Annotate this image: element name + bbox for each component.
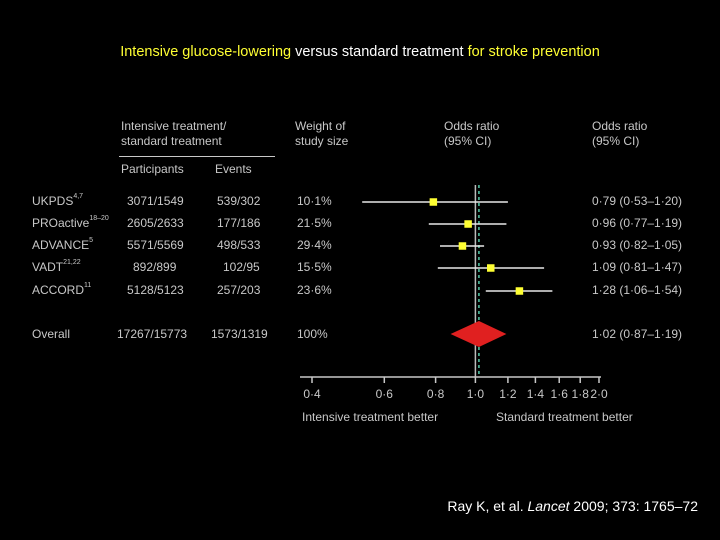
- header-or-text-line2: (95% CI): [592, 134, 640, 148]
- point-estimate-vadt: [487, 264, 495, 272]
- x-axis-tick-label: 1·2: [499, 387, 517, 401]
- x-axis-tick-label: 2·0: [590, 387, 608, 401]
- overall-weight: 100%: [297, 327, 328, 341]
- study-events: 177/186: [217, 216, 261, 230]
- header-treatment-line2: standard treatment: [121, 134, 222, 148]
- x-axis-tick-label: 1·8: [571, 387, 589, 401]
- point-estimate-ukpds: [430, 198, 438, 206]
- study-name-text: ADVANCE: [32, 238, 90, 252]
- title-part-2: versus standard treatment: [291, 44, 468, 60]
- study-participants: 892/899: [133, 260, 177, 274]
- point-estimate-proactive: [464, 220, 472, 228]
- citation-journal: Lancet: [527, 498, 570, 514]
- study-citation-sup: 11: [84, 282, 92, 289]
- study-events: 257/203: [217, 283, 261, 297]
- header-or-plot-line2: (95% CI): [444, 134, 492, 148]
- x-axis-tick-label: 1·6: [550, 387, 568, 401]
- study-weight: 10·1%: [297, 194, 332, 208]
- header-weight-line1: Weight of: [295, 119, 346, 133]
- header-or-plot-line1: Odds ratio: [444, 119, 500, 133]
- study-participants: 5571/5569: [127, 238, 184, 252]
- study-name-text: ACCORD: [32, 283, 85, 297]
- overall-diamond: [451, 321, 507, 347]
- study-weight: 15·5%: [297, 260, 332, 274]
- study-participants: 3071/1549: [127, 194, 184, 208]
- study-odds-ratio: 0·79 (0·53–1·20): [592, 194, 683, 208]
- x-axis-tick-label: 1·4: [526, 387, 545, 401]
- study-weight: 21·5%: [297, 216, 332, 230]
- axis-label-left: Intensive treatment better: [302, 410, 439, 424]
- overall-odds-ratio: 1·02 (0·87–1·19): [592, 327, 683, 341]
- header-weight-line2: study size: [295, 134, 349, 148]
- study-odds-ratio: 0·96 (0·77–1·19): [592, 216, 683, 230]
- header-treatment-line1: Intensive treatment/: [121, 119, 227, 133]
- study-events: 539/302: [217, 194, 261, 208]
- study-weight: 29·4%: [297, 238, 332, 252]
- axis-label-right: Standard treatment better: [496, 410, 633, 424]
- study-odds-ratio: 1·09 (0·81–1·47): [592, 260, 683, 274]
- overall-participants: 17267/15773: [117, 327, 188, 341]
- title-part-1: Intensive glucose-lowering: [120, 44, 292, 60]
- title-part-3: for stroke prevention: [467, 44, 600, 60]
- study-weight: 23·6%: [297, 283, 332, 297]
- study-participants: 5128/5123: [127, 283, 184, 297]
- header-participants: Participants: [121, 162, 184, 176]
- study-events: 102/95: [223, 260, 260, 274]
- header-events: Events: [215, 162, 252, 176]
- study-name-text: VADT: [32, 260, 64, 274]
- study-events: 498/533: [217, 238, 261, 252]
- study-citation-sup: 21,22: [63, 259, 81, 266]
- study-citation-sup: 18–20: [89, 215, 109, 222]
- overall-name: Overall: [32, 327, 71, 341]
- citation-part-3: 2009; 373: 1765–72: [569, 498, 698, 514]
- overall-events: 1573/1319: [211, 327, 268, 341]
- citation-part-1: Ray K, et al.: [447, 498, 528, 514]
- study-name-text: UKPDS: [32, 194, 74, 208]
- x-axis-tick-label: 0·4: [303, 387, 321, 401]
- x-axis-tick-label: 1·0: [466, 387, 485, 401]
- study-citation-sup: 5: [89, 237, 94, 244]
- study-odds-ratio: 0·93 (0·82–1·05): [592, 238, 683, 252]
- study-participants: 2605/2633: [127, 216, 184, 230]
- point-estimate-accord: [516, 287, 524, 295]
- x-axis-tick-label: 0·6: [375, 387, 393, 401]
- study-citation-sup: 4,7: [73, 193, 84, 200]
- study-odds-ratio: 1·28 (1·06–1·54): [592, 283, 683, 297]
- citation: [447, 498, 698, 514]
- study-name-text: PROactive: [32, 216, 90, 230]
- x-axis-tick-label: 0·8: [426, 387, 445, 401]
- point-estimate-advance: [459, 242, 467, 250]
- header-or-text-line1: Odds ratio: [592, 119, 648, 133]
